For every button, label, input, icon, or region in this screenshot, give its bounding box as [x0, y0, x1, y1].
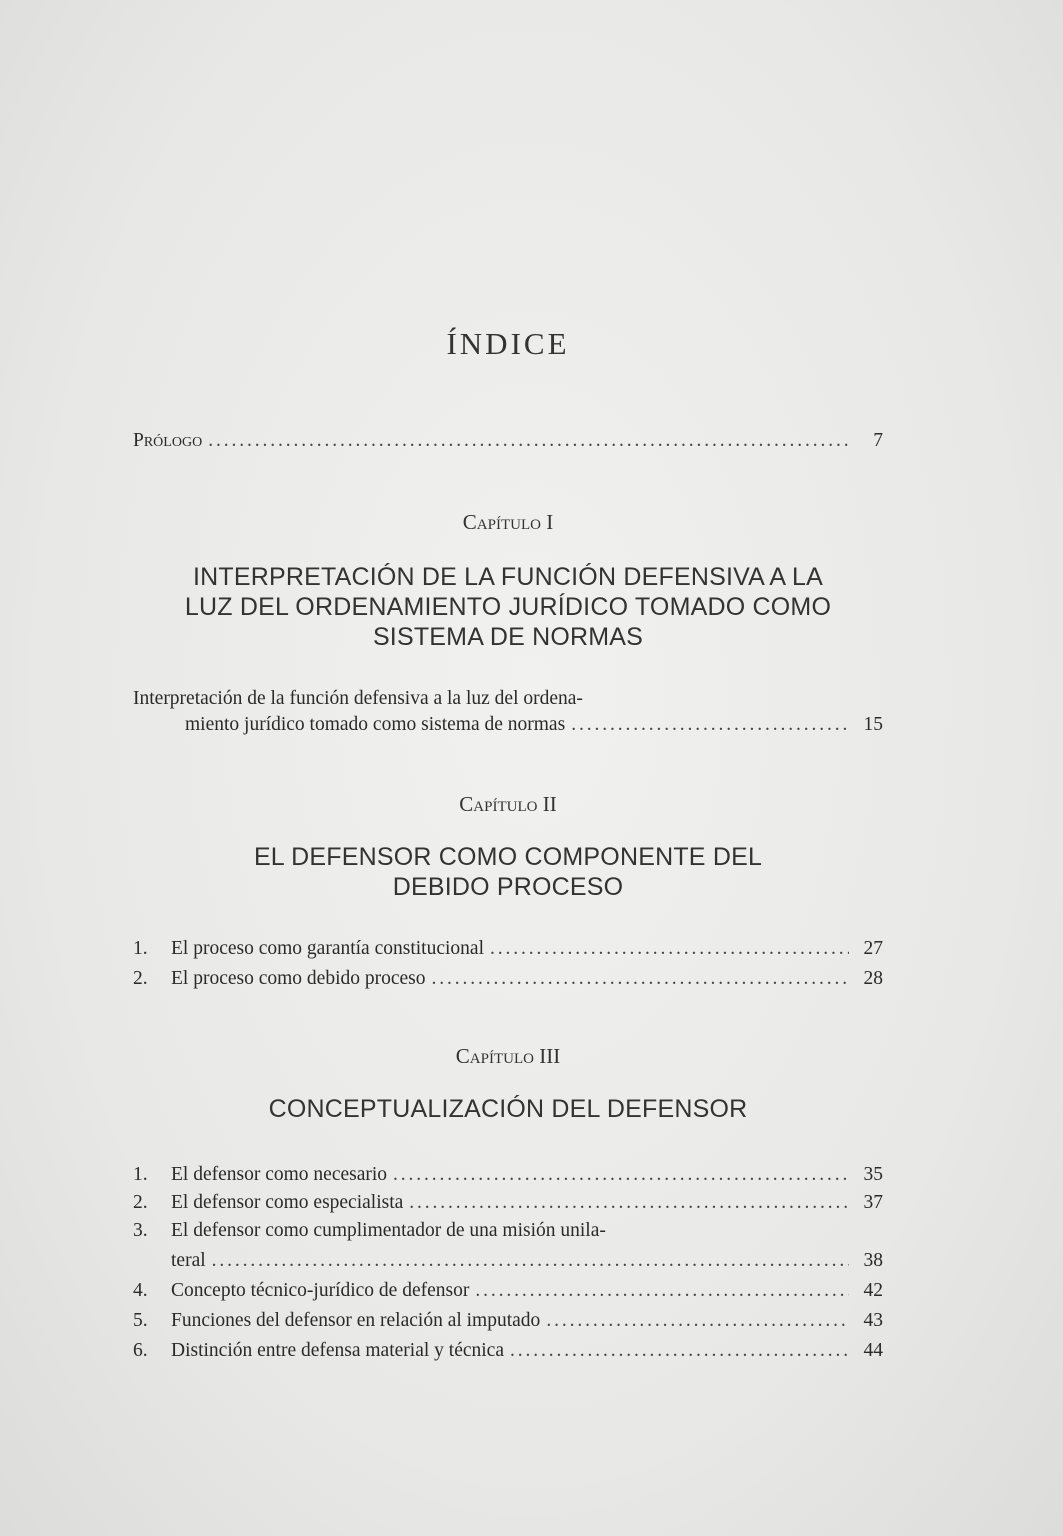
chapter-title — [133, 1094, 883, 1124]
leader-dots — [208, 428, 849, 454]
chapter-label: Capítulo III — [455, 1044, 561, 1068]
toc-entry-continuation[interactable] — [171, 1248, 883, 1274]
entry-page: 44 — [863, 1340, 883, 1361]
toc-entry[interactable] — [133, 1190, 883, 1216]
entry-text: miento jurídico tomado como sistema de normas — [185, 714, 566, 735]
leader-dots — [546, 1308, 849, 1334]
chapter-title-line: EL DEFENSOR COMO COMPONENTE DEL — [253, 843, 763, 871]
chapter-label: Capítulo I — [462, 510, 554, 534]
chapter-title-line: CONCEPTUALIZACIÓN DEL DEFENSOR — [268, 1095, 748, 1123]
toc-entry[interactable] — [133, 936, 883, 962]
entry-number: 5. — [133, 1310, 148, 1331]
entry-text: Prólogo — [133, 430, 203, 451]
entry-text: Interpretación de la función defensiva a la luz del ordena- — [133, 688, 583, 709]
entry-page: 28 — [863, 968, 883, 989]
entry-number: 2. — [133, 968, 148, 989]
chapter-title-line: SISTEMA DE NORMAS — [372, 623, 644, 651]
entry-number: 1. — [133, 938, 148, 959]
toc-entry-continuation[interactable] — [185, 712, 883, 738]
chapter-title-line: LUZ DEL ORDENAMIENTO JURÍDICO TOMADO COMO — [184, 593, 832, 621]
index-title: ÍNDICE — [446, 326, 570, 361]
chapter-title — [133, 562, 883, 652]
entry-number: 2. — [133, 1192, 148, 1213]
entry-text: El proceso como garantía constitucional — [171, 938, 484, 959]
chapter-title — [133, 842, 883, 902]
chapter-title-line: INTERPRETACIÓN DE LA FUNCIÓN DEFENSIVA A LA — [192, 563, 824, 591]
toc-entry[interactable] — [133, 1218, 883, 1244]
leader-dots — [510, 1338, 849, 1364]
entry-text: Funciones del defensor en relación al imputado — [171, 1310, 541, 1331]
entry-page: 43 — [863, 1310, 883, 1331]
entry-page: 7 — [873, 430, 883, 451]
leader-dots — [475, 1278, 849, 1304]
entry-text: teral — [171, 1250, 206, 1271]
entry-number: 4. — [133, 1280, 148, 1301]
entry-page: 42 — [863, 1280, 883, 1301]
leader-dots — [409, 1190, 849, 1216]
entry-number: 6. — [133, 1340, 148, 1361]
entry-text: El defensor como cumplimentador de una misión unila- — [171, 1220, 606, 1241]
toc-entry[interactable] — [133, 1308, 883, 1334]
chapter-title-line: DEBIDO PROCESO — [392, 873, 624, 901]
toc-entry[interactable] — [133, 966, 883, 992]
entry-page: 37 — [863, 1192, 883, 1213]
entry-page: 27 — [863, 938, 883, 959]
leader-dots — [212, 1248, 849, 1274]
entry-number: 3. — [133, 1220, 148, 1241]
entry-text: El defensor como especialista — [171, 1192, 404, 1213]
entry-number: 1. — [133, 1164, 148, 1185]
toc-entry[interactable] — [133, 686, 883, 712]
toc-entry[interactable] — [133, 1338, 883, 1364]
entry-page: 15 — [863, 714, 883, 735]
leader-dots — [393, 1162, 849, 1188]
chapter-label: Capítulo II — [459, 792, 557, 816]
leader-dots — [571, 712, 849, 738]
entry-text: Concepto técnico-jurídico de defensor — [171, 1280, 470, 1301]
entry-text: El proceso como debido proceso — [171, 968, 426, 989]
toc-entry-prologo[interactable] — [133, 428, 883, 454]
toc-entry[interactable] — [133, 1162, 883, 1188]
toc-entry[interactable] — [133, 1278, 883, 1304]
entry-page: 35 — [863, 1164, 883, 1185]
entry-text: Distinción entre defensa material y técnica — [171, 1340, 504, 1361]
entry-text: El defensor como necesario — [171, 1164, 388, 1185]
entry-page: 38 — [863, 1250, 883, 1271]
leader-dots — [490, 936, 849, 962]
leader-dots — [432, 966, 849, 992]
